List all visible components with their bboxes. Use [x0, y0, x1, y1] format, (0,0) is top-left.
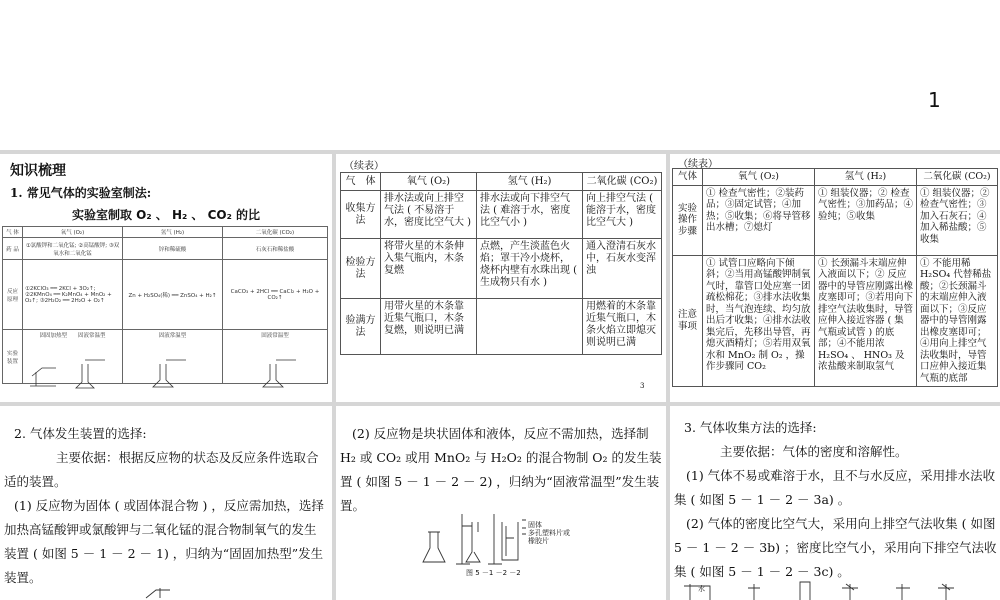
header-cell: 氢气 (H₂) [477, 173, 583, 191]
row-header: 检验方法 [341, 239, 381, 299]
table-cell: 排水法或向上排空气法 ( 不易溶于水，密度比空气大 ) [381, 191, 477, 239]
table-cell: 向上排空气法 ( 能溶于水，密度比空气大 ) [583, 191, 662, 239]
table-cell: 点燃，产生淡蓝色火焰；罩干冷小烧杯，烧杯内壁有水珠出现 ( 生成物只有水 ) [477, 239, 583, 299]
table-cell: CaCO₃ + 2HCl ══ CaCl₂ + H₂O + CO₂↑ [223, 260, 328, 330]
basis-text: 主要依据：气体的密度和溶解性。 [720, 444, 908, 459]
table-cell: ① 组装仪器；② 检查气密性；③加入石灰石；④加入稀盐酸；⑤收集 [917, 185, 998, 255]
table-cell: 固液常温型 [123, 330, 223, 384]
header-cell: 气体 [673, 169, 703, 186]
table-cell: ① 试管口应略向下倾斜；②当用高锰酸钾制氧气时，靠管口处应塞一团疏松棉花；③排水法收集时，当气泡连续、均匀放出后才收集；④排水法收集完后，先移出导管，再熄灭酒精灯；⑤若用双氧水和 MnO₂ 制 O₂ ，操作步骤同 CO₂ [703, 255, 815, 387]
gas-jar-icon [842, 584, 858, 600]
subheading: 1. 常见气体的实验室制法: [10, 186, 152, 200]
conical-flask-icon [423, 532, 445, 562]
table-cell: 石灰石和稀盐酸 [223, 238, 328, 260]
row-header: 收集方法 [341, 191, 381, 239]
gas-jar-icon [748, 584, 760, 600]
table-cell: 用带火星的木条靠近集气瓶口，木条复燃，则说明已满 [381, 299, 477, 355]
table-caption: （续表） [678, 159, 718, 170]
header-cell: 氧气 (O₂) [381, 173, 477, 191]
header-cell: 二氧化碳 (CO₂) [917, 169, 998, 186]
table-cell: ①2KClO₃ ══ 2KCl + 3O₂↑; ②2KMnO₄ ══ K₂MnO₄ + MnO₂ + O₂↑; ③2H₂O₂ ══ 2H₂O + O₂↑ [23, 260, 123, 330]
paragraph-air-displacement: (2) 气体的密度比空气大，采用向上排空气法收集 ( 如图 5 － 1 － 2 － 3b) ；密度比空气小，采用向下排空气法收集 ( 如图 5 － 1 － 2 － 3c) 。 [674, 516, 997, 579]
page-number: 1 [928, 88, 941, 112]
table-cell: ①氯酸钾和二氧化锰; ②高锰酸钾; ③双氧水和二氧化锰 [23, 238, 123, 260]
table-cell: Zn + H₂SO₄(稀) ══ ZnSO₄ + H₂↑ [123, 260, 223, 330]
test-tube-stand-icon [456, 514, 480, 564]
gas-jar-icon [896, 584, 910, 600]
table-title: 实验室制取 O₂ 、 H₂ 、 CO₂ 的比 [71, 208, 261, 222]
slide-collection-selection[interactable] [670, 406, 1000, 600]
header-cell: 氢气 (H₂) [815, 169, 917, 186]
slide-generator-selection[interactable] [0, 406, 332, 600]
slide-solid-liquid[interactable] [336, 406, 666, 600]
header-cell: 氧气 (O₂) [703, 169, 815, 186]
section-title: 3. 气体收集方法的选择: [684, 420, 817, 435]
paragraph-solid-heating: (1) 反应物为固体 ( 或固体混合物 ) ，反应需加热，选择加热高锰酸钾或氯酸钾与二氧化锰的混合物制氧气的发生装置 ( 如图 5 － 1 － 2 － 1) ，归纳为“固固加热型”发生装置。 [4, 498, 324, 585]
table-cell: 反应原理 [3, 260, 23, 330]
table-cell: ① 检查气密性；②装药品；③固定试管；④加热；⑤收集；⑥将导管移出水槽；⑦熄灯 [703, 185, 815, 255]
table-cell: ① 组装仪器；② 检查气密性；③加药品；④验纯；⑤收集 [815, 185, 917, 255]
figure-label: 橡胶片 [528, 537, 549, 545]
table-cell: 通入澄清石灰水中，石灰水变浑浊 [583, 239, 662, 299]
row-header: 实验操作步骤 [673, 185, 703, 255]
table-cell: 氧气 (O₂) [23, 227, 123, 238]
collection-figures [680, 580, 980, 600]
table-cell: 实验装置 [3, 330, 23, 384]
flask-icon [263, 360, 296, 387]
apparatus-sketches [0, 154, 332, 402]
figure-label: 固体 [528, 521, 542, 529]
table-cell: 将带火星的木条伸入集气瓶内，木条复燃 [381, 239, 477, 299]
table-cell: 氢气 (H₂) [123, 227, 223, 238]
figure-label: 多孔塑料片或 [528, 529, 570, 537]
slide-footnote: 3 [640, 382, 645, 390]
table-caption: （续表） [344, 161, 384, 172]
paragraph-water-displacement: (1) 气体不易或难溶于水，且不与水反应，采用排水法收集 ( 如图 5 － 1 － 2 － 3a) 。 [674, 468, 996, 507]
heating-setup-icon [30, 368, 56, 386]
table-cell: 二氧化碳 (CO₂) [223, 227, 328, 238]
water-trough-icon [684, 584, 710, 600]
slide-procedure-table[interactable] [670, 154, 1000, 402]
figure-caption: 图 5 －1 －2 －2 [466, 569, 521, 577]
section-title: 2. 气体发生装置的选择: [14, 426, 147, 441]
basis-text: 主要依据：根据反应物的状态及反应条件选取合适的装置。 [4, 450, 319, 489]
gas-jar-icon [800, 582, 810, 600]
kipp-apparatus-icon [488, 514, 518, 564]
table-cell: 固固加热型 固液常温型 [23, 330, 123, 384]
flask-icon [76, 360, 105, 388]
table-cell: 锌和稀硫酸 [123, 238, 223, 260]
table-cell: ① 长颈漏斗末端应伸入液面以下；② 反应器中的导管应刚露出橡皮塞即可；③若用向下排空气法收集时，导管应伸入接近容器 ( 集气瓶或试管 ) 的底部；④不能用浓 H₂SO₄ 、 HNO₃ 及浓盐酸来制取氢气 [815, 255, 917, 387]
paragraph-solid-liquid: (2) 反应物是块状固体和液体，反应不需加热，选择制 H₂ 或 CO₂ 或用 MnO₂ 与 H₂O₂ 的混合物制 O₂ 的发生装置 ( 如图 5 － 1 － 2 － 2) ，归纳为“固液常温型”发生装置。 [340, 426, 662, 513]
retort-stand-icon [140, 586, 180, 600]
slide-collection-table[interactable] [336, 154, 666, 402]
row-header: 验满方法 [341, 299, 381, 355]
figure-label: 水 [698, 585, 705, 593]
table-cell: ① 不能用稀 H₂SO₄ 代替稀盐酸；②长颈漏斗的末端应伸入液面以下；③反应器中的导管刚露出橡皮塞即可；④用向上排空气法收集时，导管口应伸入接近集气瓶的底部 [917, 255, 998, 387]
row-header: 注意事项 [673, 255, 703, 387]
table-cell: 用燃着的木条靠近集气瓶口，木条火焰立即熄灭则说明已满 [583, 299, 662, 355]
slide-knowledge-overview[interactable] [0, 154, 332, 402]
header-cell: 二氧化碳 (CO₂) [583, 173, 662, 191]
table-cell: 气 体 [3, 227, 23, 238]
table-cell [477, 299, 583, 355]
section-heading: 知识梳理 [10, 163, 66, 179]
procedure-table [672, 168, 998, 387]
header-cell: 气 体 [341, 173, 381, 191]
gas-jar-icon [938, 584, 954, 600]
table-cell: 排水法或向下排空气法 ( 难溶于水，密度比空气小 ) [477, 191, 583, 239]
table-cell: 药 品 [3, 238, 23, 260]
gas-collection-table [340, 172, 662, 355]
table-cell: 固液常温型 [223, 330, 328, 384]
flask-icon [153, 360, 186, 387]
